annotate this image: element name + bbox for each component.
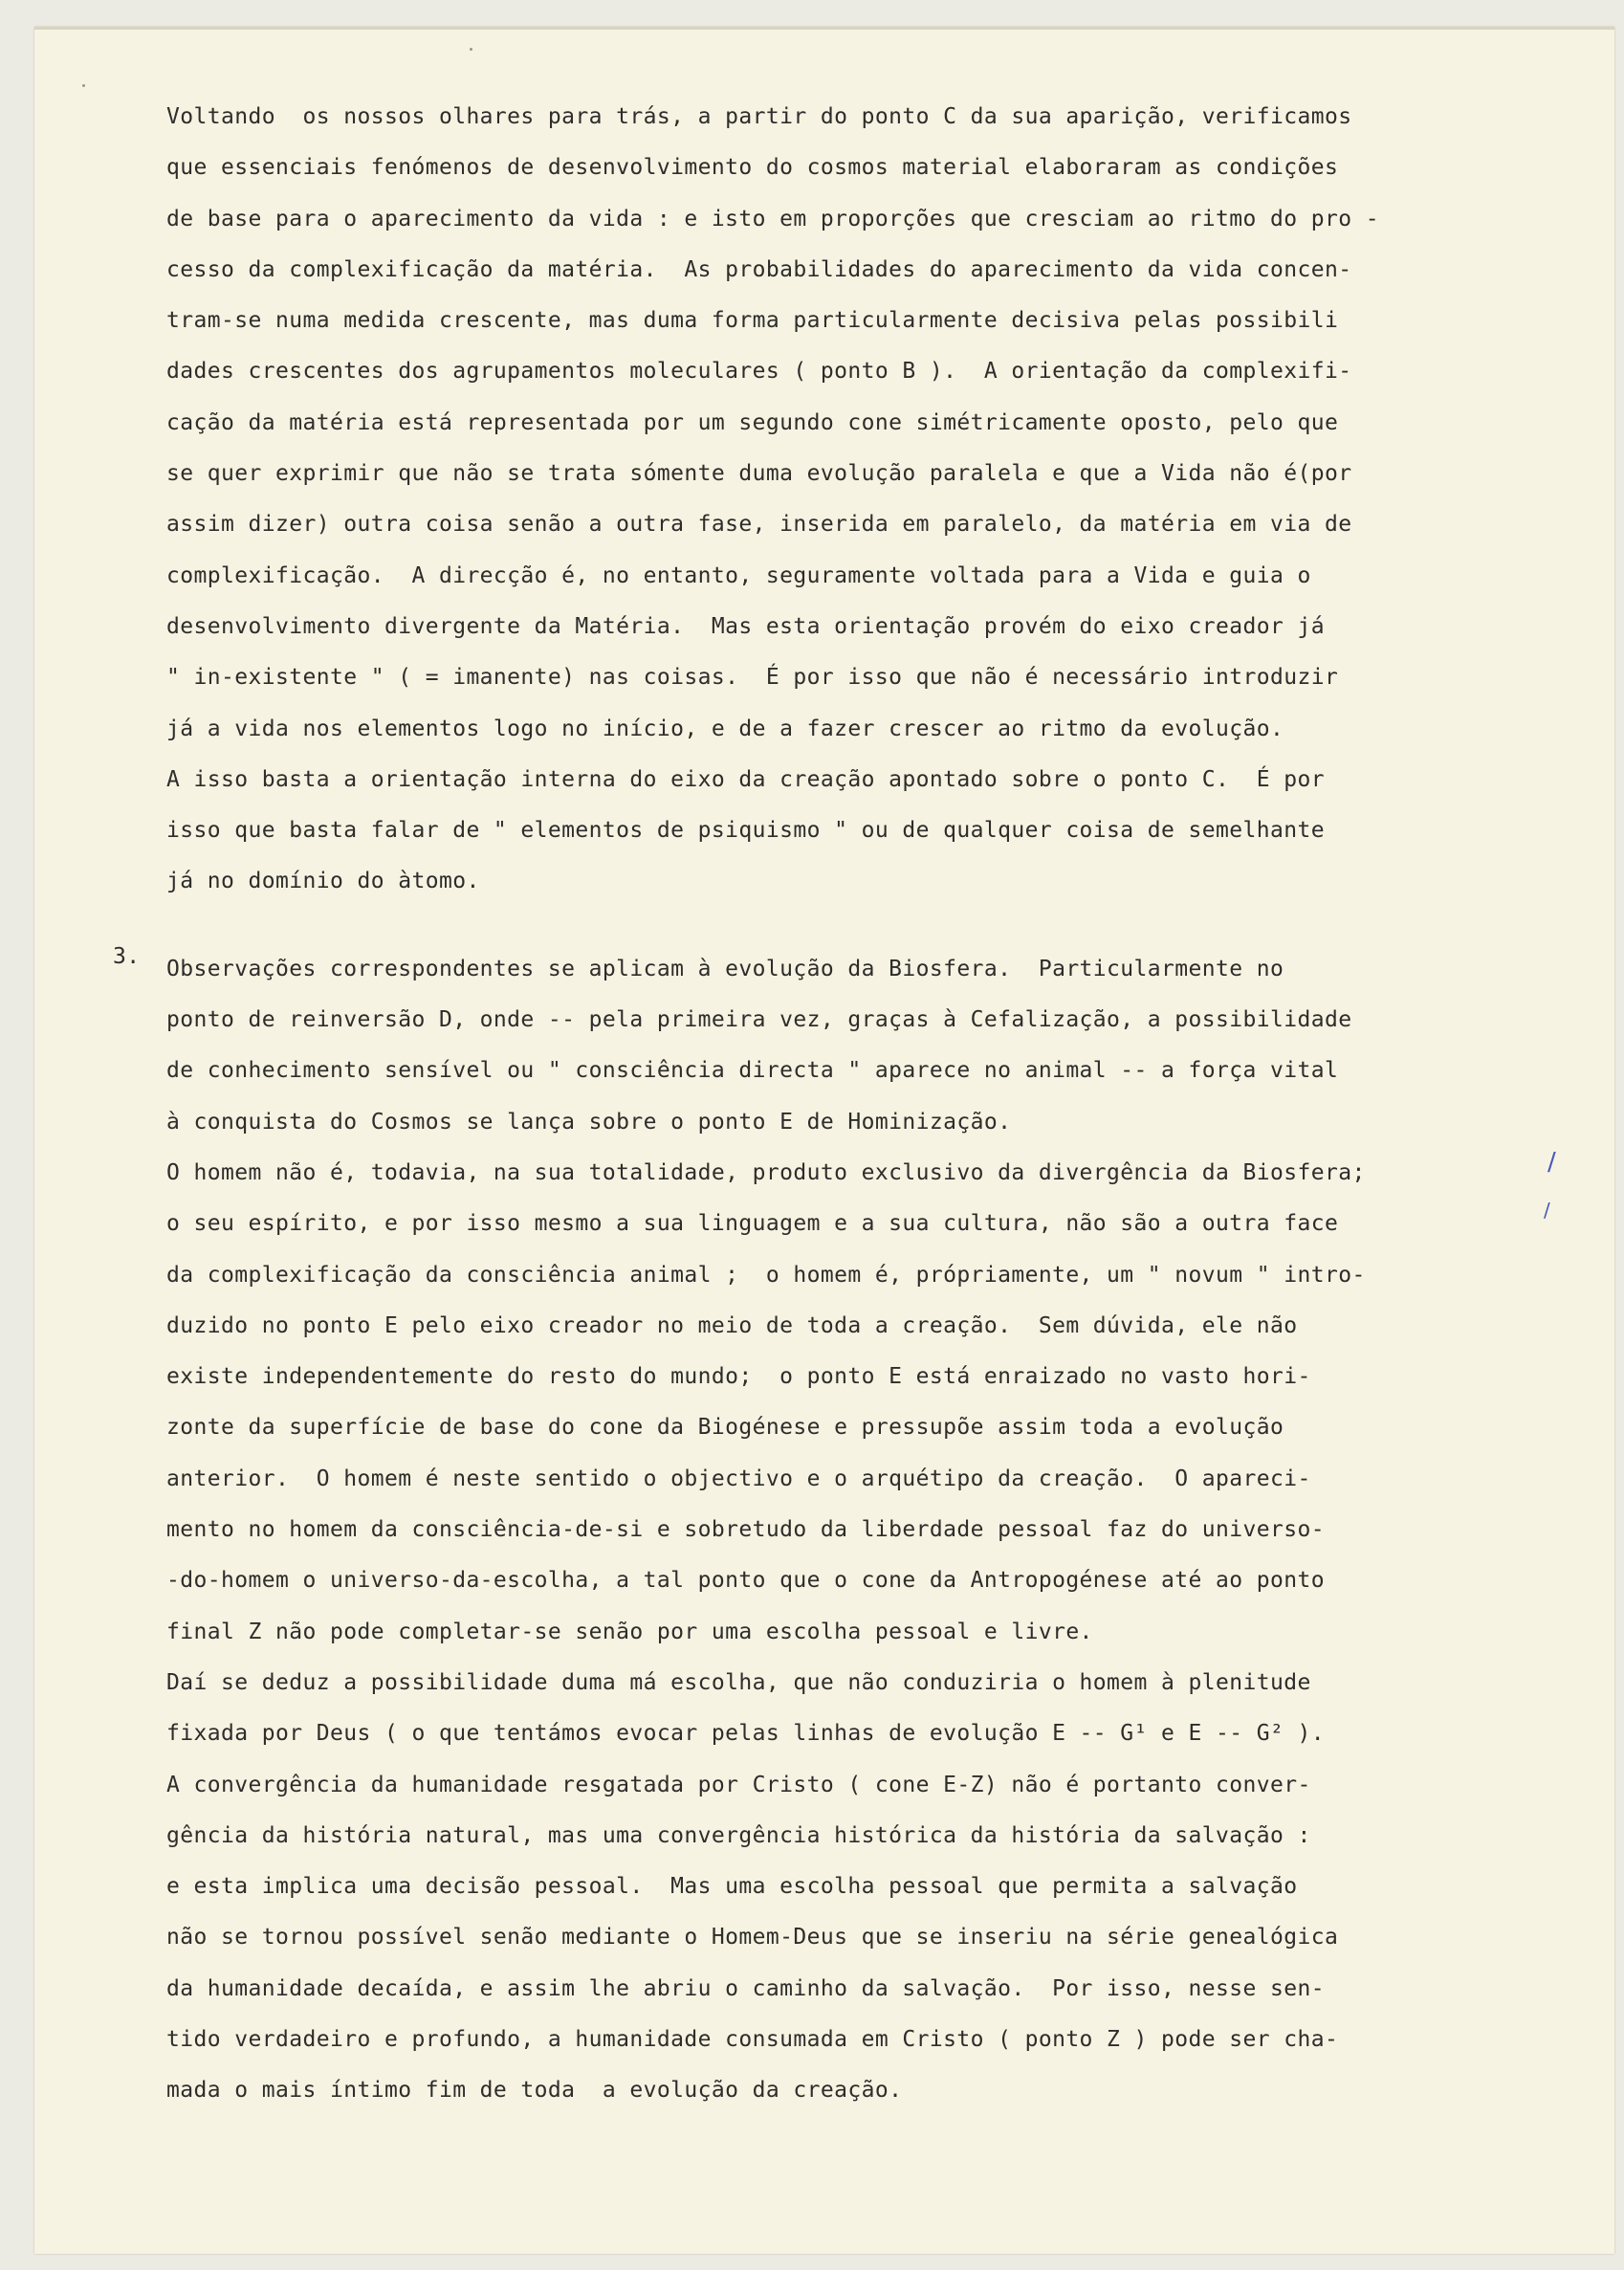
section-3 (113, 943, 1525, 2117)
margin-correction-mark: / (1547, 1148, 1556, 1177)
text-line: final Z não pode completar-se senão por uma escolha pessoal e livre. (166, 1619, 1093, 1644)
text-line: duzido no ponto E pelo eixo creador no meio de toda a creação. Sem dúvida, ele não (166, 1312, 1298, 1338)
text-line: à conquista do Cosmos se lança sobre o ponto E de Hominização. (166, 1109, 1012, 1135)
paper-speck (470, 48, 472, 51)
text-line: A convergência da humanidade resgatada por Cristo ( cone E-Z) não é portanto conver- (166, 1772, 1311, 1797)
text-line: Observações correspondentes se aplicam à evolução da Biosfera. Particularmente no (166, 956, 1284, 981)
text-line: que essenciais fenómenos de desenvolvimento do cosmos material elaboraram as condições (166, 155, 1339, 181)
text-line: existe independentemente do resto do mundo; o ponto E está enraizado no vasto hori- (166, 1364, 1311, 1390)
text-line: tido verdadeiro e profundo, a humanidade consumada em Cristo ( ponto Z ) pode ser cha- (166, 2026, 1339, 2052)
text-line: já no domínio do àtomo. (166, 869, 480, 894)
text-line: isso que basta falar de " elementos de psiquismo " ou de qualquer coisa de semelhante (166, 818, 1326, 844)
text-line: cação da matéria está representada por um segundo cone simétricamente oposto, pelo que (166, 409, 1339, 435)
text-line: Voltando os nossos olhares para trás, a partir do ponto C da sua aparição, verificamos (166, 104, 1352, 129)
text-line: de conhecimento sensível ou " consciência directa " aparece no animal -- a força vital (166, 1058, 1339, 1084)
text-line: não se tornou possível senão mediante o Homem-Deus que se inseriu na série genealógica (166, 1925, 1339, 1950)
text-line: O homem não é, todavia, na sua totalidade, produto exclusivo da divergência da Biosfera; (166, 1159, 1366, 1185)
text-line: mento no homem da consciência-de-si e sobretudo da liberdade pessoal faz do universo- (166, 1517, 1326, 1543)
text-line: e esta implica uma decisão pessoal. Mas uma escolha pessoal que permita a salvação (166, 1874, 1298, 1900)
text-line: mada o mais íntimo fim de toda a evolução da creação. (166, 2078, 903, 2104)
text-line: da humanidade decaída, e assim lhe abriu o caminho da salvação. Por isso, nesse sen- (166, 1975, 1326, 2001)
text-line: o seu espírito, e por isso mesmo a sua linguagem e a sua cultura, não são a outra face (166, 1211, 1339, 1237)
text-line: gência da história natural, mas uma convergência histórica da história da salvação : (166, 1822, 1311, 1848)
text-line: " in-existente " ( = imanente) nas coisas. É por isso que não é necessário introduzir (166, 665, 1339, 691)
text-line: se quer exprimir que não se trata sómente duma evolução paralela e que a Vida não é(por (166, 461, 1352, 487)
text-line: anterior. O homem é neste sentido o objectivo e o arquétipo da creação. O apareci- (166, 1466, 1311, 1491)
text-line: ponto de reinversão D, onde -- pela primeira vez, graças à Cefalização, a possibilidade (166, 1007, 1352, 1033)
text-line: da complexificação da consciência animal ; o homem é, própriamente, um " novum " intro- (166, 1262, 1366, 1288)
text-line: complexificação. A direcção é, no entanto, seguramente voltada para a Vida e guia o (166, 562, 1311, 588)
text-line: assim dizer) outra coisa senão a outra fase, inserida em paralelo, da matéria em via de (166, 512, 1352, 538)
margin-correction-mark: / (1544, 1199, 1550, 1222)
text-line: já a vida nos elementos logo no início, e de a fazer crescer ao ritmo da evolução. (166, 716, 1284, 741)
document-page (34, 27, 1614, 2254)
text-line: tram-se numa medida crescente, mas duma forma particularmente decisiva pelas possibili (166, 308, 1339, 334)
paper-speck (82, 84, 85, 87)
text-line: fixada por Deus ( o que tentámos evocar pelas linhas de evolução E -- G¹ e E -- G² ). (166, 1721, 1326, 1747)
text-line: de base para o aparecimento da vida : e isto em proporções que cresciam ao ritmo do pro - (166, 206, 1379, 231)
paragraph-1 (166, 92, 1525, 908)
text-line: cesso da complexificação da matéria. As probabilidades do aparecimento da vida concen- (166, 256, 1352, 282)
paragraph-gap (166, 908, 1525, 944)
document-text (113, 92, 1525, 2117)
text-line: -do-homem o universo-da-escolha, a tal ponto que o cone da Antropogénese até ao ponto (166, 1568, 1326, 1594)
text-line: Daí se deduz a possibilidade duma má escolha, que não conduziria o homem à plenitude (166, 1669, 1311, 1695)
text-line: desenvolvimento divergente da Matéria. Mas esta orientação provém do eixo creador já (166, 613, 1326, 639)
text-line: zonte da superfície de base do cone da Biogénese e pressupõe assim toda a evolução (166, 1415, 1284, 1441)
text-line: dades crescentes dos agrupamentos moleculares ( ponto B ). A orientação da complexifi- (166, 359, 1352, 385)
text-line: A isso basta a orientação interna do eixo da creação apontado sobre o ponto C. É por (166, 766, 1326, 792)
section-number: 3. (113, 943, 141, 969)
